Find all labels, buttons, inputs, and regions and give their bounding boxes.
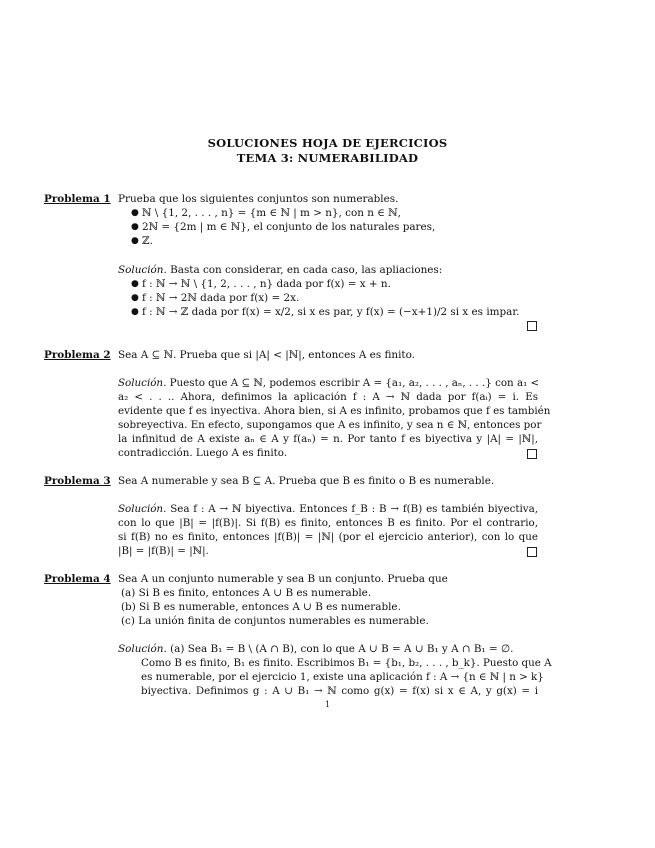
problem-3-statement: Sea A numerable y sea B ⊆ A. Prueba que B es finito o B es numerable.	[118, 475, 495, 487]
problem-2-solution-line-4: sobreyectiva. En efecto, supongamos que A es infinito, y sea n ∈ ℕ, entonces por	[118, 419, 542, 431]
solution-text: Puesto que A ⊆ ℕ, podemos escribir A = {a₁, a₂, . . . , aₙ, . . .} con a₁ <	[169, 377, 540, 389]
problem-1-item-2: 2ℕ = {2m | m ∈ ℕ}, el conjunto de los naturales pares,	[142, 221, 436, 233]
problem-4-statement: Sea A un conjunto numerable y sea B un conjunto. Prueba que	[118, 573, 448, 585]
solution-text: (a) Sea B₁ = B \ (A ∩ B), con lo que A ∪ B = A ∪ B₁ y A ∩ B₁ = ∅.	[170, 643, 514, 655]
solution-label: Solución.	[118, 264, 167, 276]
problem-2-label: Problema 2	[44, 349, 111, 361]
problem-1-label: Problema 1	[44, 193, 111, 205]
problem-4-item-c: (c) La unión finita de conjuntos numerables es numerable.	[121, 615, 429, 627]
page-number: 1	[324, 700, 331, 709]
problem-1-solution-item-1: f : ℕ → ℕ \ {1, 2, . . . , n} dada por f(x) = x + n.	[142, 278, 391, 290]
problem-2-solution-line-3: evidente que f es inyectiva. Ahora bien, si A es infinito, probamos que f es también	[118, 405, 551, 417]
problem-4-solution-line-1	[118, 643, 513, 656]
bullet-icon: ●	[131, 236, 139, 246]
problem-1-item-1: ℕ \ {1, 2, . . . , n} = {m ∈ ℕ | m > n}, con n ∈ ℕ,	[142, 207, 401, 219]
problem-3-solution-line-3: si f(B) no es finito, entonces |f(B)| = |ℕ| (por el ejercicio anterior), con lo que	[118, 531, 538, 543]
problem-1-solution-item-3: f : ℕ → ℤ dada por f(x) = x/2, si x es par, y f(x) = (−x+1)/2 si x es impar.	[142, 306, 520, 318]
problem-4-solution-line-3: es numerable, por el ejercicio 1, existe una aplicación f : A → {n ∈ ℕ | n > k}	[141, 671, 544, 683]
document-subtitle: TEMA 3: NUMERABILIDAD	[236, 151, 419, 165]
problem-1-statement: Prueba que los siguientes conjuntos son numerables.	[118, 193, 399, 205]
solution-label: Solución.	[118, 643, 167, 655]
problem-4-solution-line-2: Como B es finito, B₁ es finito. Escribimos B₁ = {b₁, b₂, . . . , b_k}. Puesto que A	[141, 657, 552, 669]
problem-3-label: Problema 3	[44, 475, 111, 487]
bullet-icon: ●	[131, 293, 139, 303]
problem-1-solution-intro	[118, 264, 442, 277]
problem-4-item-b: (b) Si B es numerable, entonces A ∪ B es numerable.	[121, 601, 401, 613]
problem-2-solution-line-1	[118, 377, 538, 390]
bullet-icon: ●	[131, 208, 139, 218]
problem-4-item-a: (a) Si B es finito, entonces A ∪ B es numerable.	[121, 587, 372, 599]
document-title: SOLUCIONES HOJA DE EJERCICIOS	[207, 136, 448, 150]
problem-2-solution-line-2: a₂ < . . .. Ahora, definimos la aplicación f : A → ℕ dada por f(aᵢ) = i. Es	[118, 391, 538, 403]
problem-1-solution-item-2: f : ℕ → 2ℕ dada por f(x) = 2x.	[142, 292, 300, 304]
solution-label: Solución.	[118, 377, 167, 389]
problem-3-solution-line-4: |B| = |f(B)| = |ℕ|.	[118, 545, 209, 557]
bullet-icon: ●	[131, 279, 139, 289]
problem-1-item-3: ℤ.	[142, 235, 153, 247]
problem-4-label: Problema 4	[44, 573, 111, 585]
qed-square-icon	[527, 449, 537, 459]
problem-2-solution-line-5: la infinitud de A existe aₙ ∈ A y f(aₙ) = n. Por tanto f es biyectiva y |A| = |ℕ|,	[118, 433, 538, 445]
problem-3-solution-line-1	[118, 503, 538, 516]
qed-square-icon	[527, 321, 537, 331]
qed-square-icon	[527, 547, 537, 557]
problem-2-solution-line-6: contradicción. Luego A es finito.	[118, 447, 288, 459]
solution-intro-text: Basta con considerar, en cada caso, las apliaciones:	[170, 264, 443, 276]
problem-2-statement: Sea A ⊆ ℕ. Prueba que si |A| < |ℕ|, entonces A es finito.	[118, 349, 415, 361]
bullet-icon: ●	[131, 307, 139, 317]
problem-4-solution-line-4: biyectiva. Definimos g : A ∪ B₁ → ℕ como g(x) = f(x) si x ∈ A, y g(x) = i	[141, 685, 538, 697]
bullet-icon: ●	[131, 222, 139, 232]
problem-3-solution-line-2: con lo que |B| = |f(B)|. Si f(B) es finito, entonces B es finito. Por el contrario,	[118, 517, 538, 529]
solution-text: Sea f : A → ℕ biyectiva. Entonces f_B : B → f(B) es también biyectiva,	[170, 503, 538, 515]
solution-label: Solución.	[118, 503, 167, 515]
